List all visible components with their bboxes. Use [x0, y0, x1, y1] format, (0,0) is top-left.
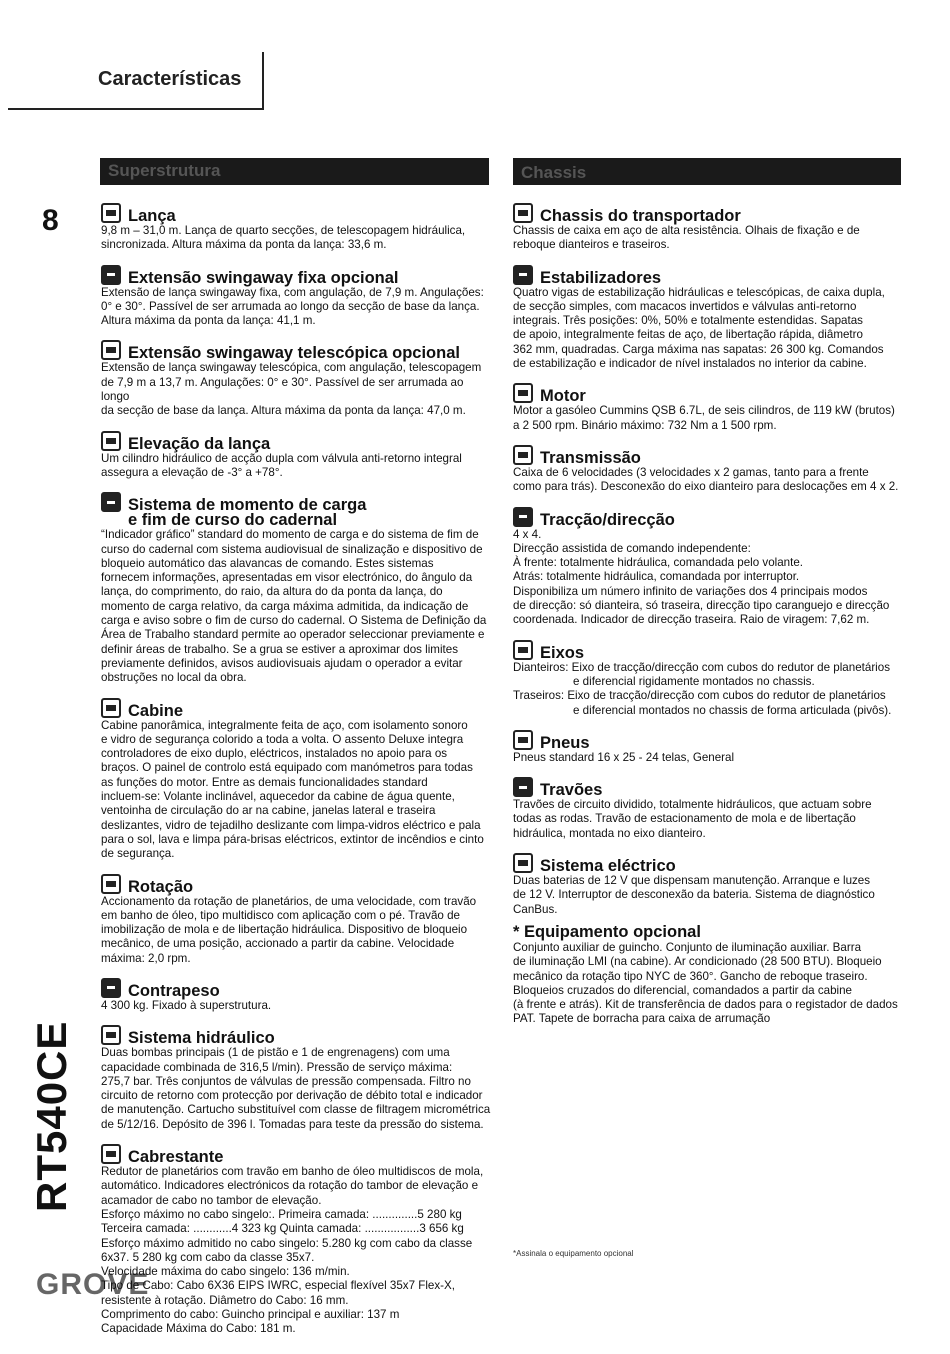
section-text-line: obstruções no local da obra.	[101, 671, 247, 685]
section-text-line: Traseiros: Eixo de tracção/direcção com cubos do redutor de planetários	[513, 689, 886, 703]
section-text-line: 362 mm, quadradas. Carga máxima nas sapatas: 26 300 kg. Comandos	[513, 342, 884, 356]
section-text-line: coordenada. Indicador de direcção traseira. Raio de viragem: 7,62 m.	[513, 613, 870, 627]
section-title: Contrapeso	[128, 981, 220, 1000]
footnote: *Assinala o equipamento opcional	[513, 1249, 634, 1258]
section-left-3	[101, 426, 491, 481]
section-heading	[101, 198, 491, 224]
section-heading	[101, 869, 491, 895]
section-text-line: de manutenção. Cartucho substituível com classe de filtragem micrométrica	[101, 1103, 491, 1117]
section-left-2	[101, 335, 491, 418]
section-left-9	[101, 1139, 491, 1337]
cab-icon	[101, 698, 121, 718]
section-text-line: Tipo de Cabo: Cabo 6X36 EIPS IWRC, especial flexível 35x7 Flex-X,	[101, 1279, 455, 1293]
model-label: RT540CE	[28, 1020, 75, 1212]
swing-icon	[101, 874, 121, 894]
section-text-line: Comprimento do cabo: Guincho principal e auxiliar: 137 m	[101, 1308, 400, 1322]
boom-icon	[101, 203, 121, 223]
section-text-line: 4 300 kg. Fixado à superstrutura.	[101, 998, 272, 1012]
section-text-line: resistente à rotação. Diâmetro do Cabo: 16 mm.	[101, 1293, 349, 1307]
section-text-line: as funções do motor. Entre as demais funcionalidades standard	[101, 775, 428, 789]
section-text-line: de 12 V. Interruptor de desconexão da bateria. Sistema de diagnóstico	[513, 888, 875, 902]
section-heading	[513, 198, 905, 224]
section-right-8	[513, 848, 905, 917]
section-text-line: Um cilindro hidráulico de acção dupla com válvula anti-retorno integral	[101, 451, 462, 465]
outrigger-icon	[513, 265, 533, 285]
optional-text-line: Conjunto auxiliar de guincho. Conjunto de iluminação auxiliar. Barra	[513, 940, 862, 954]
section-title: Lança	[128, 207, 176, 225]
section-text-line: acamador de cabo no tambor de elevação.	[101, 1193, 322, 1207]
section-heading	[513, 440, 905, 466]
section-text-line: e vidro de segurança colorido a toda a volta. O assento Deluxe integra	[101, 732, 464, 746]
section-title: Estabilizadores	[540, 268, 662, 287]
counterweight-icon	[101, 978, 121, 998]
section-heading	[101, 335, 491, 361]
section-text-line: assegura a elevação de -3° a +78°.	[101, 465, 283, 479]
section-text-line: Direcção assistida de comando independente:	[513, 541, 751, 555]
section-heading	[101, 426, 491, 452]
section-title: Travões	[540, 781, 603, 800]
brand-logo: GROVE	[36, 1268, 150, 1301]
section-left-7	[101, 973, 491, 1013]
section-heading	[513, 260, 905, 286]
section-text-line: de apoio, integralmente feitas de aço, de libertação rápida, diâmetro	[513, 328, 863, 342]
section-title: Extensão swingaway fixa opcional	[128, 268, 399, 287]
optional-text-line: Bloqueios cruzados do diferencial, comandados a partir da cabine	[513, 983, 853, 997]
section-text-line: e diferencial rigidamente montados no chassis.	[573, 674, 815, 688]
optional-text-line: de iluminação LMI (na cabine). Ar condicionado (28 500 BTU). Bloqueio	[513, 955, 882, 969]
section-title: Sistema hidráulico	[128, 1029, 275, 1048]
swingaway-fixed-icon	[101, 265, 121, 285]
section-title: Rotação	[128, 877, 194, 896]
superstructure-header: Superstrutura	[100, 158, 489, 185]
section-text-line: bloqueio automático das alavancas de comando. Estes sistemas	[101, 556, 434, 570]
section-heading	[101, 260, 491, 286]
section-text-line: sincronizada. Altura máxima da ponta da lança: 33,6 m.	[101, 238, 387, 252]
section-text-line: Duas bombas principais (1 de pistão e 1 de engrenagens) com uma	[101, 1046, 450, 1060]
section-heading	[101, 1020, 491, 1046]
section-text-line: de estabilização e indicador de nível instalados no interior da cabine.	[513, 357, 867, 371]
section-text-line: integrais. Três posições: 0%, 50% e totalmente estendidas. Sapatas	[513, 314, 863, 328]
section-text-line: mecânico, de uma posição, accionado a partir da cabine. Velocidade	[101, 937, 455, 951]
brake-icon	[513, 777, 533, 797]
section-text-line: Área de Trabalho standard permite ao operador seleccionar previamente e	[101, 628, 485, 642]
optional-equipment-text	[513, 941, 905, 1027]
section-text-line: hidráulica, montada no eixo dianteiro.	[513, 826, 706, 840]
electric-icon	[513, 853, 533, 873]
page-number: 8	[42, 204, 59, 237]
section-right-0	[513, 198, 905, 253]
section-text-line: da secção de base da lança. Altura máxima da ponta da lança: 47,0 m.	[101, 404, 466, 418]
optional-text-line: mecânico da rotação tipo NYC de 360°. Gancho de reboque traseiro.	[513, 969, 868, 983]
tire-icon	[513, 730, 533, 750]
section-text-line: “Indicador gráfico” standard do momento de carga e do sistema de fim de	[101, 528, 479, 542]
section-text-line: reboque dianteiros e traseiros.	[513, 238, 670, 252]
section-text-line: capacidade combinada de 316,5 l/min). Pressão de serviço máxima:	[101, 1060, 453, 1074]
section-right-2	[513, 378, 905, 433]
boom-elevation-icon	[101, 431, 121, 451]
section-left-5	[101, 693, 491, 862]
section-heading	[513, 772, 905, 798]
section-text-line: de 5/12/16. Depósito de 396 l. Tomadas para teste da pressão do sistema.	[101, 1117, 484, 1131]
section-text-line: para o sol, lava e limpa pára-brisas eléctricos, extintor de incêndios e cinto	[101, 832, 484, 846]
optional-equipment-title: * Equipamento opcional	[513, 922, 701, 941]
section-title: Chassis do transportador	[540, 207, 741, 225]
section-text-line: Motor a gasóleo Cummins QSB 6.7L, de seis cilindros, de 119 kW (brutos)	[513, 404, 895, 418]
hoist-icon	[101, 1144, 121, 1164]
axle-icon	[513, 640, 533, 660]
section-text-line: curso do cadernal com sistema audiovisual de sinalização e dispositivo de	[101, 542, 483, 556]
section-text-line: Esforço máximo no cabo singelo:. Primeira camada: ..............5 280 kg	[101, 1207, 462, 1221]
optional-text-line: PAT. Tapete de borracha para caixa de arrumação	[513, 1012, 771, 1026]
section-text-line: Extensão de lança swingaway telescópica, com angulação, telescopagem	[101, 361, 482, 375]
section-right-1	[513, 260, 905, 372]
section-text-line: 6x37. 5 280 kg com cabo da classe 35x7.	[101, 1250, 315, 1264]
section-left-1	[101, 260, 491, 329]
section-text-line: Pneus standard 16 x 25 - 24 telas, General	[513, 750, 735, 764]
transmission-icon	[513, 445, 533, 465]
section-heading	[101, 1139, 491, 1165]
section-text-line: lança, do comprimento, do raio, da altura do da ponta da lança, do	[101, 585, 443, 599]
section-title: Transmissão	[540, 448, 641, 467]
section-text-line: Terceira camada: ............4 323 kg Quinta camada: .................3 656 kg	[101, 1222, 464, 1236]
section-right-4	[513, 502, 905, 628]
section-text-line: À frente: totalmente hidráulica, comandada pelo volante.	[513, 556, 804, 570]
section-text-line: Disponibiliza um número infinito de variações dos 4 principais modos	[513, 584, 868, 598]
section-left-0	[101, 198, 491, 253]
section-text-line: Travões de circuito dividido, totalmente hidráulicos, que actuam sobre	[513, 798, 872, 812]
section-text-line: Altura máxima da ponta da lança: 41,1 m.	[101, 314, 316, 328]
section-text-line: braços. O painel de controlo está equipado com manómetros para todas	[101, 761, 473, 775]
section-heading	[513, 502, 905, 528]
section-text-line: incluem-se: Volante inclinável, aquecedor da cabine de água quente,	[101, 790, 455, 804]
carrier-frame-icon	[513, 203, 533, 223]
section-text-line: a 2 500 rpm. Binário máximo: 732 Nm a 1 500 rpm.	[513, 418, 777, 432]
section-text-line: Esforço máximo admitido no cabo singelo: 5.280 kg com cabo da classe	[101, 1236, 473, 1250]
section-text-line: circuito de retorno com protecção por derivação de débito total e indicador	[101, 1089, 483, 1103]
section-text-line: 0° e 30°. Passível de ser arrumada ao longo da secção de base da lança.	[101, 299, 480, 313]
section-title-line2: e fim de curso do cadernal	[128, 511, 338, 530]
section-heading	[101, 693, 491, 719]
section-title: Pneus	[540, 733, 590, 752]
section-text-line: Accionamento da rotação de planetários, de uma velocidade, com travão	[101, 894, 477, 908]
section-text-line: 9,8 m – 31,0 m. Lança de quarto secções, de telescopagem hidráulica,	[101, 224, 466, 237]
section-title: Elevação da lança	[128, 434, 271, 453]
load-moment-icon	[101, 492, 121, 512]
section-text-line: momento de carga relativo, da carga máxima admitida, da indicação de	[101, 599, 469, 613]
section-text-line: Quatro vigas de estabilização hidráulicas e telescópicas, de caixa dupla,	[513, 285, 885, 299]
section-text-line: definir áreas de trabalho. Se a grua se estiver a aproximar dos limites	[101, 642, 459, 656]
section-heading	[513, 848, 905, 874]
section-text-line: Velocidade máxima do cabo singelo: 136 m/min.	[101, 1265, 350, 1279]
section-text-line: de secção simples, com macacos invertidos e válvulas anti-retorno	[513, 299, 857, 313]
section-heading	[513, 725, 905, 751]
section-title: Motor	[540, 387, 586, 406]
section-text-line: Capacidade Máxima do Cabo: 181 m.	[101, 1322, 296, 1336]
section-text-line: carga e aviso sobre o fim de curso do cadernal. O Sistema de Definição da	[101, 614, 487, 628]
section-text-line: 4 x 4.	[513, 527, 542, 541]
section-right-5	[513, 635, 905, 718]
superstructure-column	[101, 198, 491, 1344]
section-title: Cabrestante	[128, 1148, 224, 1167]
section-title: Cabine	[128, 701, 184, 720]
section-left-8	[101, 1020, 491, 1132]
section-title: Tracção/direcção	[540, 510, 675, 529]
section-right-3	[513, 440, 905, 495]
section-heading	[101, 973, 491, 999]
section-text-line: de direcção: só dianteira, só traseira, direcção tipo caranguejo e direcção	[513, 599, 890, 613]
section-text-line: Redutor de planetários com travão em banho de óleo multidiscos de mola,	[101, 1165, 484, 1179]
swingaway-telescopic-icon	[101, 340, 121, 360]
engine-icon	[513, 383, 533, 403]
section-title: Sistema de momento de carga	[128, 496, 367, 515]
steering-icon	[513, 507, 533, 527]
section-text-line: Dianteiros: Eixo de tracção/direcção com cubos do redutor de planetários	[513, 660, 891, 674]
section-heading	[101, 487, 491, 513]
section-text-line: controladores de eixo duplo, eléctricos, instalados no apoio para os	[101, 747, 448, 761]
section-text-line: imobilização de mola e de libertação hidráulica. Dispositivo de bloqueio	[101, 923, 468, 937]
section-text-line: de 7,9 m a 13,7 m. Angulações: 0° e 30°. Passível de ser arrumada ao longo	[101, 375, 464, 404]
section-text-line: em banho de óleo, tipo multidisco com aplicação com o pé. Travão de	[101, 908, 460, 922]
section-text-line: todas as rodas. Travão de estacionamento de mola e de libertação	[513, 812, 856, 826]
chassis-sections	[513, 198, 905, 917]
section-right-6	[513, 725, 905, 765]
optional-equipment	[513, 924, 905, 1027]
section-heading	[513, 635, 905, 661]
section-text-line: fornecem informações, apresentadas em visor electrónico, do ângulo da	[101, 571, 473, 585]
section-text-line: Caixa de 6 velocidades (3 velocidades x 2 gamas, tanto para a frente	[513, 465, 869, 479]
chassis-header: Chassis	[513, 158, 901, 185]
section-text-line: e diferencial montados no chassis de forma articulada (pivôs).	[573, 703, 892, 717]
section-text-line: Atrás: totalmente hidráulica, comandada por interruptor.	[513, 570, 800, 584]
section-left-6	[101, 869, 491, 966]
section-heading	[513, 378, 905, 404]
section-text-line: ventoinha de circulação do ar na cabine, janelas lateral e traseira	[101, 804, 436, 818]
section-text-line: Cabine panorâmica, integralmente feita de aço, com isolamento sonoro	[101, 718, 468, 732]
optional-text-line: (à frente e atrás). Kit de transferência de dados para o registador de dados	[513, 998, 898, 1012]
section-text-line: Duas baterias de 12 V que dispensam manutenção. Arranque e luzes	[513, 874, 871, 888]
section-right-7	[513, 772, 905, 841]
section-text-line: de segurança.	[101, 847, 175, 861]
hydraulic-drop-icon	[101, 1025, 121, 1045]
section-text-line: Extensão de lança swingaway fixa, com angulação, de 7,9 m. Angulações:	[101, 285, 484, 299]
section-text-line: máxima: 2,0 rpm.	[101, 951, 191, 965]
section-text-line: deslizantes, vidro de tejadilho deslizante com limpa-vidros eléctrico e pala	[101, 818, 481, 832]
section-text-line: CanBus.	[513, 902, 558, 916]
section-title: Sistema eléctrico	[540, 857, 676, 876]
section-title: Extensão swingaway telescópica opcional	[128, 344, 460, 363]
section-text-line: 275,7 bar. Três conjuntos de válvulas de pressão compensada. Filtro no	[101, 1074, 471, 1088]
page-title: Características	[98, 68, 242, 90]
section-title: Eixos	[540, 643, 585, 662]
section-left-4	[101, 487, 491, 685]
section-text-line: automático. Indicadores electrónicos da rotação do tambor de elevação e	[101, 1179, 479, 1193]
section-text-line: como para trás). Desconexão do eixo dianteiro para deslocações em 4 x 2.	[513, 480, 899, 494]
section-text-line: previamente definidos, avisos audiovisuais ajudam o operador a evitar	[101, 656, 463, 670]
chassis-column	[513, 198, 905, 1027]
section-text-line: Chassis de caixa em aço de alta resistência. Olhais de fixação e de	[513, 224, 860, 237]
